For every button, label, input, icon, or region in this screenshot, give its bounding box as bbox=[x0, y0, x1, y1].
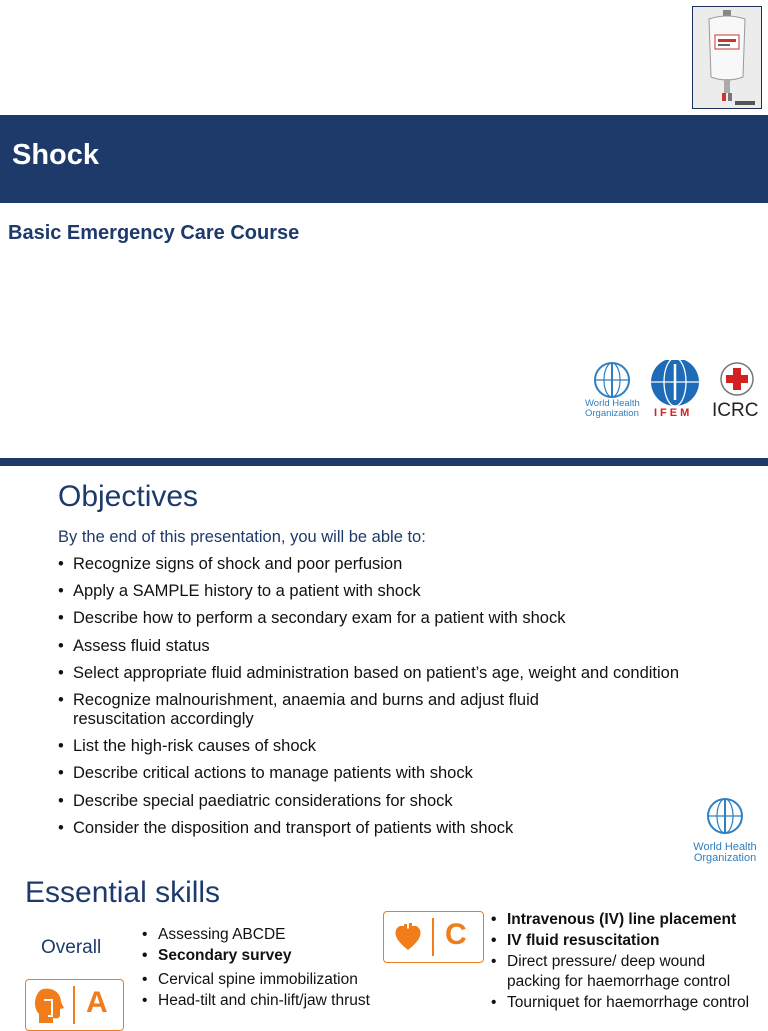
title-slide bbox=[0, 0, 768, 452]
overall-label: Overall bbox=[41, 937, 102, 958]
who-logo bbox=[690, 796, 760, 866]
list-item: • Secondary survey bbox=[140, 946, 380, 966]
red-cross-icon bbox=[721, 363, 753, 395]
head-airway-icon bbox=[33, 986, 67, 1029]
list-item: • Select appropriate fluid administration based on patient’s age, weight and condition bbox=[58, 664, 708, 683]
iv-bag-icon bbox=[692, 6, 762, 109]
airway-badge bbox=[25, 979, 124, 1031]
airway-letter: A bbox=[86, 986, 108, 1019]
list-item: • Describe special paediatric considerations for shock bbox=[58, 792, 708, 811]
essential-skills-title: Essential skills bbox=[25, 876, 221, 909]
list-item: • Direct pressure/ deep wound packing for haemorrhage control bbox=[489, 952, 759, 992]
circulation-badge bbox=[383, 911, 484, 963]
who-emblem-icon bbox=[595, 363, 629, 397]
title-band bbox=[0, 115, 768, 203]
list-item: • Intravenous (IV) line placement bbox=[489, 910, 759, 930]
airway-list bbox=[140, 970, 380, 1012]
course-subtitle: Basic Emergency Care Course bbox=[8, 222, 300, 244]
list-item: • Head-tilt and chin-lift/jaw thrust bbox=[140, 991, 380, 1011]
list-item: • Cervical spine immobilization bbox=[140, 970, 380, 990]
list-item: • Consider the disposition and transport of patients with shock bbox=[58, 819, 708, 838]
who-line1: World Health bbox=[585, 398, 640, 409]
circulation-letter: C bbox=[445, 918, 467, 951]
list-item: • IV fluid resuscitation bbox=[489, 931, 759, 951]
list-item: • Apply a SAMPLE history to a patient with shock bbox=[58, 582, 708, 601]
list-item: • Recognize malnourishment, anaemia and burns and adjust fluid resuscitation accordingly bbox=[58, 691, 573, 729]
objectives-intro: By the end of this presentation, you will be able to: bbox=[58, 528, 426, 546]
who-line2: Organization bbox=[585, 408, 639, 419]
list-item: • Describe critical actions to manage patients with shock bbox=[58, 764, 708, 783]
heart-icon bbox=[392, 921, 424, 958]
objectives-title: Objectives bbox=[58, 480, 199, 513]
partner-logos bbox=[584, 360, 764, 422]
ifem-label: IFEM bbox=[654, 407, 693, 419]
list-item: • List the high-risk causes of shock bbox=[58, 737, 708, 756]
who-emblem-icon bbox=[708, 799, 742, 834]
list-item: • Tourniquet for haemorrhage control bbox=[489, 993, 759, 1013]
list-item: • Assessing ABCDE bbox=[140, 925, 380, 945]
who-line2: Organization bbox=[693, 852, 757, 864]
list-item: • Describe how to perform a secondary exam for a patient with shock bbox=[58, 609, 708, 628]
list-item: • Recognize signs of shock and poor perfusion bbox=[58, 555, 708, 574]
list-item: • Assess fluid status bbox=[58, 637, 708, 656]
objectives-list bbox=[58, 555, 708, 846]
slide-divider bbox=[0, 458, 768, 466]
who-line1: World Health bbox=[693, 841, 757, 853]
overall-list bbox=[140, 925, 380, 967]
icrc-label: ICRC bbox=[712, 400, 759, 421]
circulation-list bbox=[489, 910, 759, 1014]
slide-title: Shock bbox=[12, 139, 100, 171]
ifem-globe-icon bbox=[651, 360, 699, 406]
